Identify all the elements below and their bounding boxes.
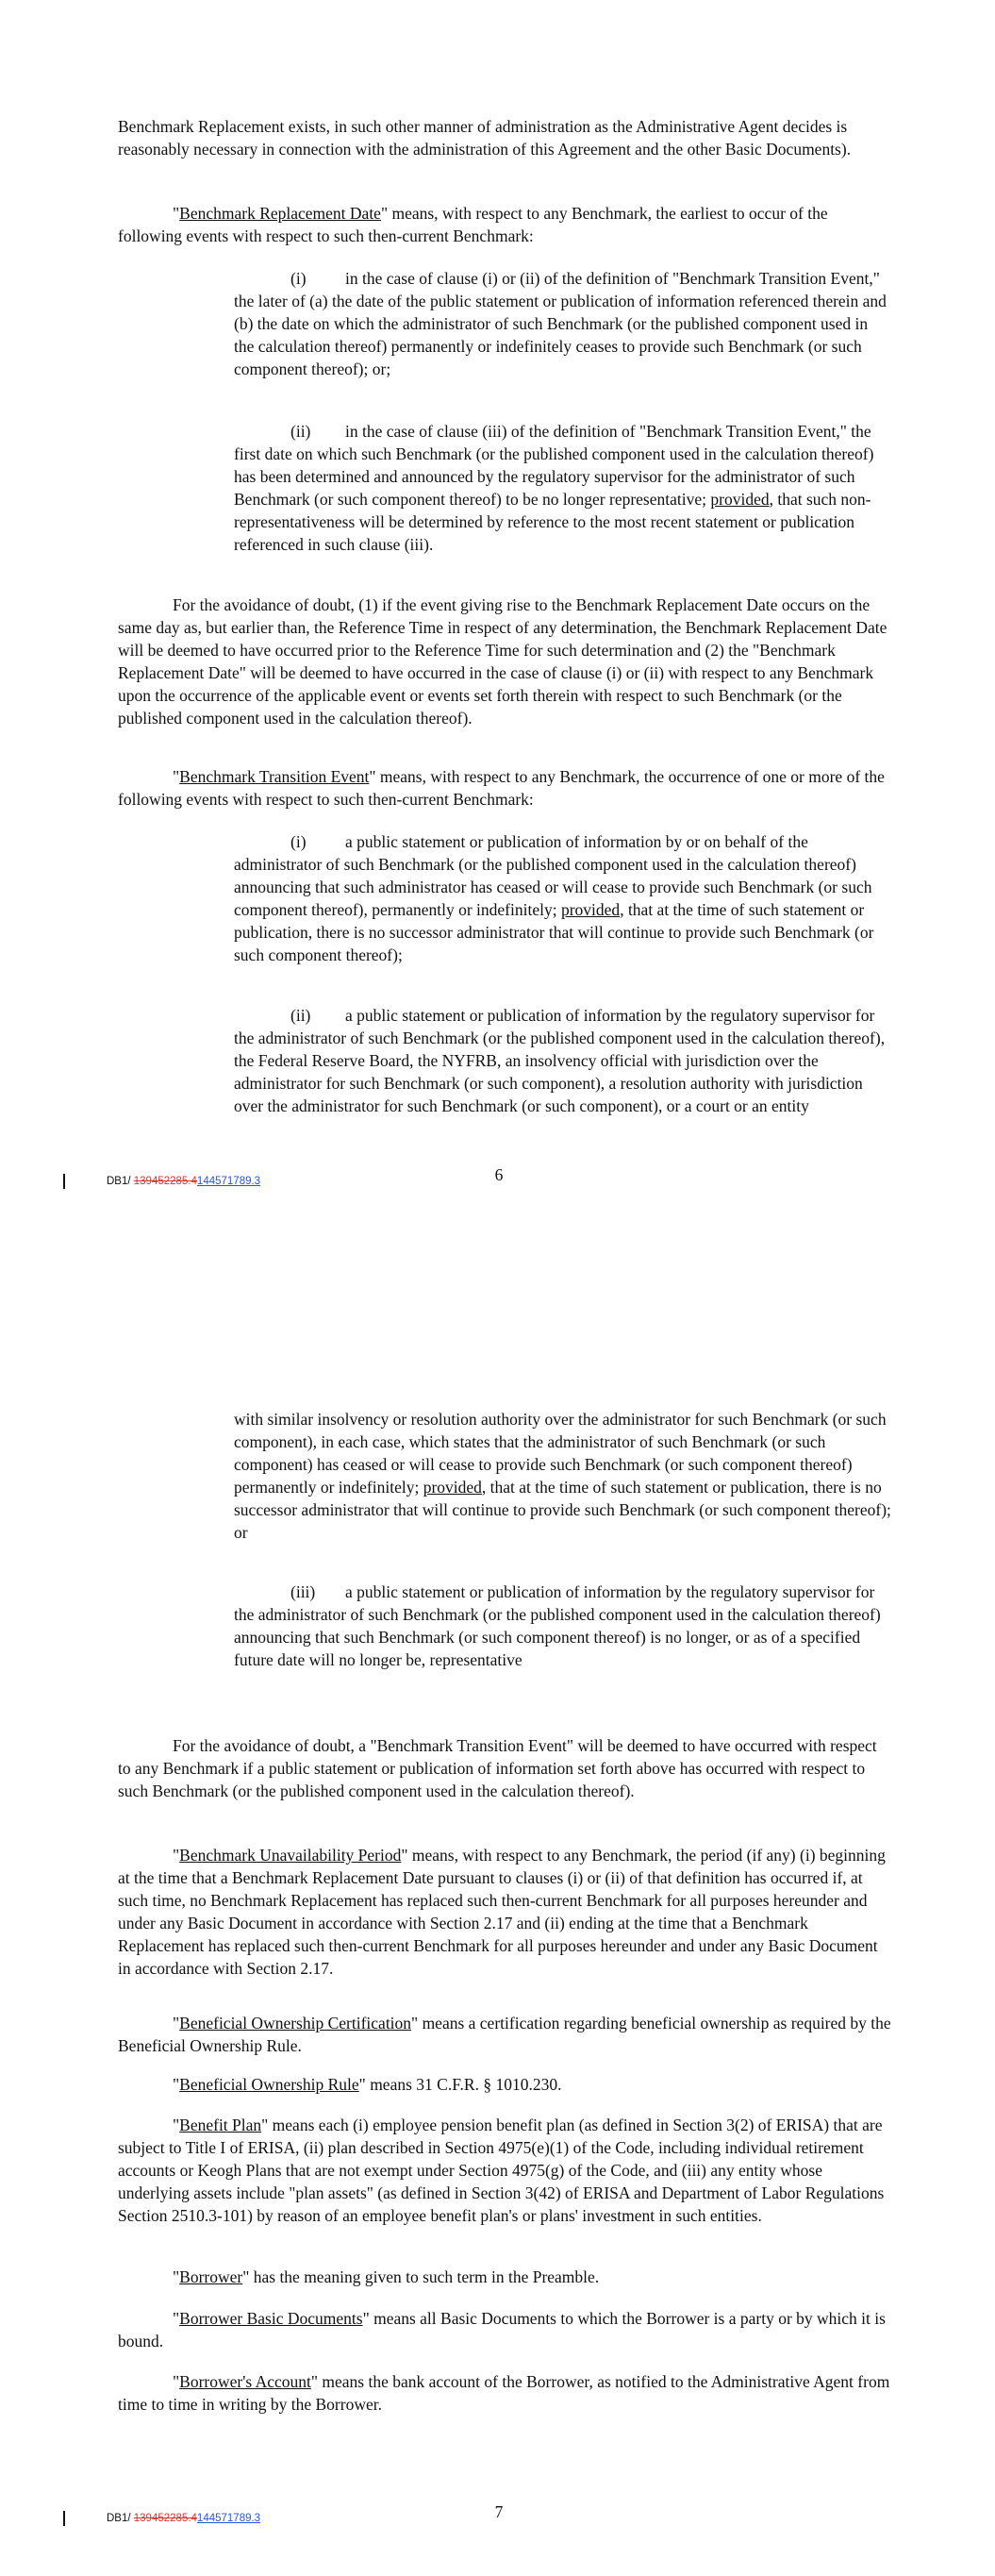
footer-doc-id: DB1/ 139452285.4144571789.3: [107, 1176, 261, 1187]
defined-term: Benchmark Replacement Date: [179, 204, 381, 223]
page-6: [0, 0, 995, 1246]
defined-term: Beneficial Ownership Certification: [179, 2014, 412, 2032]
definition-beneficial-ownership-rule: "Beneficial Ownership Rule" means 31 C.F.R. § 1010.230.: [173, 2075, 562, 2094]
page-number: 6: [494, 1165, 504, 1184]
avoidance-paragraph-2: For the avoidance of doubt, a "Benchmark Transition Event" will be deemed to have occurred with respect to any Benchmark if a public statement or publication of information set forth above has occurred with respect to such Benchmark (or the published component used in the calculation thereof).: [118, 1736, 877, 1800]
clause-i: (i) a public statement or publication of information by or on behalf of the administrator of such Benchmark (or the published component used in the calculation thereof) announcing that such administrator has ceased or will cease to provide such Benchmark (or such component thereof), permanently or indefinitely; provided, that at the time of such statement or publication, there is no successor administrator that will continue to provide such Benchmark (or such component thereof);: [234, 832, 874, 964]
change-bar: [63, 2511, 65, 2526]
page-number: 7: [494, 2502, 504, 2521]
definition-borrower: "Borrower" has the meaning given to such term in the Preamble.: [173, 2267, 600, 2286]
clause-ii: (ii) a public statement or publication of information by the regulatory supervisor for the administrator of such Benchmark (or the published component used in the calculation thereof), the Federal Reserve Board, the NYFRB, an insolvency official with jurisdiction over the administrator for such Benchmark (or such component), a resolution authority with jurisdiction over the administrator for such Benchmark (or such component), or a court or an entity: [234, 1006, 886, 1115]
definition-benchmark-replacement-date: "Benchmark Replacement Date" means, with respect to any Benchmark, the earliest to occur of the following events with respect to such then-current Benchmark:: [118, 204, 828, 245]
definition-benefit-plan: "Benefit Plan" means each (i) employee pension benefit plan (as defined in Section 3(2) of ERISA) that are subject to Title I of ERISA, (ii) plan described in Section 4975(e)(1) of the Code, including individual retirement accounts or Keogh Plans that are not exempt under Section 4975(g) of the Code, and (iii) any entity whose underlying assets include "plan assets" (as defined in Section 3(42) of ERISA and Department of Labor Regulations Section 2510.3-101) by reason of an employee benefit plan's or plans' investment in such entities.: [118, 2116, 885, 2225]
avoidance-paragraph-1: For the avoidance of doubt, (1) if the event giving rise to the Benchmark Replacement Date occurs on the same day as, but earlier than, the Reference Time in respect of any determination, the Benchmark Replacement Date will be deemed to have occurred prior to the Reference Time for such determination and (2) the "Benchmark Replacement Date" will be deemed to have occurred in the case of clause (i) or (ii) with respect to any Benchmark upon the occurrence of the applicable event or events set forth therein with respect to such Benchmark (or the published component used in the calculation thereof).: [118, 595, 887, 728]
defined-term: Borrower's Account: [179, 2372, 311, 2391]
defined-term: Benchmark Transition Event: [179, 767, 370, 786]
defined-term: Borrower: [179, 2267, 243, 2286]
inserted-text: 144571789.3: [196, 2513, 261, 2524]
clause-ii: (ii) in the case of clause (iii) of the definition of "Benchmark Transition Event," the first date on which such Benchmark (or the published component used in the calculation thereof) has been determined and announced by the regulatory supervisor for the administrator of such Benchmark (or such component thereof) to be no longer representative; provided, that such non-representativeness will be determined by reference to the most recent statement or publication referenced in such clause (iii).: [234, 422, 874, 554]
page-7: [0, 1246, 995, 2576]
defined-term: Beneficial Ownership Rule: [179, 2075, 359, 2094]
defined-term: Benchmark Unavailability Period: [179, 1846, 402, 1865]
inserted-text: 144571789.3: [196, 1176, 261, 1187]
change-bar: [63, 1174, 65, 1189]
definition-borrower-basic-documents: "Borrower Basic Documents" means all Basic Documents to which the Borrower is a party or by which it is bound.: [118, 2309, 886, 2350]
definition-borrowers-account: "Borrower's Account" means the bank account of the Borrower, as notified to the Administrative Agent from time to time in writing by the Borrower.: [118, 2372, 890, 2414]
clause-ii-continued: with similar insolvency or resolution authority over the administrator for such Benchmark (or such component), in each case, which states that the administrator of such Benchmark (or such component) has ceased or will cease to provide such Benchmark (or such component thereof) permanently or indefinitely; provided, that at the time of such statement or publication, there is no successor administrator that will continue to provide such Benchmark (or such component thereof); or: [234, 1410, 891, 1542]
footer-doc-id: DB1/ 139452285.4144571789.3: [107, 2513, 261, 2524]
clause-iii: (iii) a public statement or publication of information by the regulatory supervisor for the administrator of such Benchmark (or the published component used in the calculation thereof) announcing that such Benchmark (or such component thereof) is no longer, or as of a specified future date will no longer be, representative: [234, 1582, 881, 1669]
paragraph-continued: Benchmark Replacement exists, in such other manner of administration as the Administrative Agent decides is reasonably necessary in connection with the administration of this Agreement and the other Basic Documents).: [118, 117, 852, 159]
deleted-text: 139452285.4: [133, 2513, 197, 2524]
defined-term: Borrower Basic Documents: [179, 2309, 363, 2328]
definition-beneficial-ownership-certification: "Beneficial Ownership Certification" means a certification regarding beneficial ownership as required by the Beneficial Ownership Rule.: [118, 2014, 891, 2055]
definition-benchmark-transition-event: "Benchmark Transition Event" means, with respect to any Benchmark, the occurrence of one or more of the following events with respect to such then-current Benchmark:: [118, 767, 885, 809]
definition-benchmark-unavailability-period: "Benchmark Unavailability Period" means, with respect to any Benchmark, the period (if any) (i) beginning at the time that a Benchmark Replacement Date pursuant to clauses (i) or (ii) of that definition has occurred if, at such time, no Benchmark Replacement has replaced such then-current Benchmark for all purposes hereunder and under any Basic Document in accordance with Section 2.17 and (ii) ending at the time that a Benchmark Replacement has replaced such then-current Benchmark for all purposes hereunder and under any Basic Document in accordance with Section 2.17.: [118, 1846, 886, 1978]
clause-i: (i) in the case of clause (i) or (ii) of the definition of "Benchmark Transition Event," the later of (a) the date of the public statement or publication of information referenced therein and (b) the date on which the administrator of such Benchmark (or the published component used in the calculation thereof) permanently or indefinitely ceases to provide such Benchmark (or such component thereof); or;: [234, 269, 887, 378]
defined-term: Benefit Plan: [179, 2116, 262, 2134]
deleted-text: 139452285.4: [133, 1176, 197, 1187]
